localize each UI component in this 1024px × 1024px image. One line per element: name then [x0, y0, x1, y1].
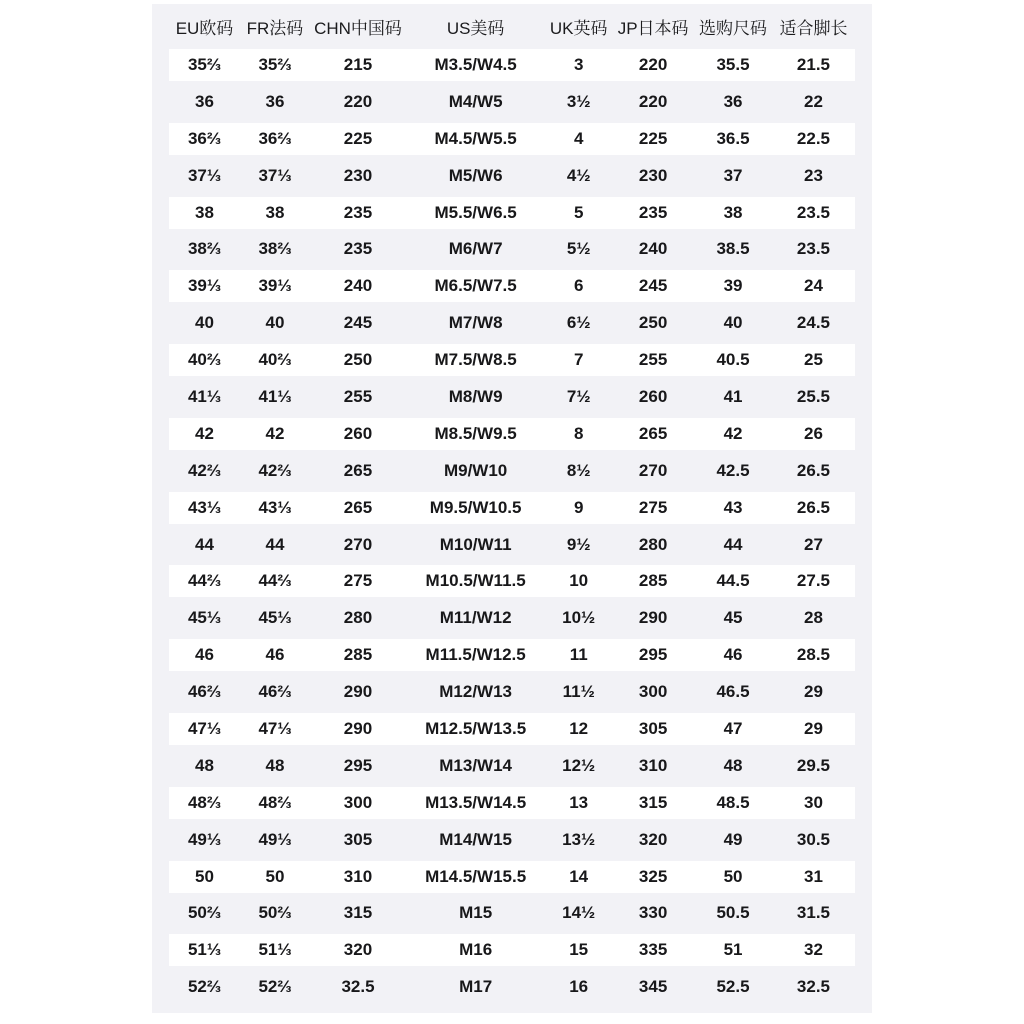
column-header-chn: CHN中国码 [314, 19, 402, 38]
table-row [169, 197, 855, 229]
cell-jp: 285 [638, 571, 668, 591]
cell-foot-length: 23.5 [796, 202, 830, 222]
cell-chn: 290 [343, 682, 373, 702]
cell-chn: 315 [343, 903, 373, 923]
cell-fr: 39⅓ [258, 276, 292, 296]
cell-fr: 46⅔ [258, 682, 292, 702]
cell-uk: 6½ [566, 313, 591, 333]
cell-uk: 5½ [566, 239, 591, 259]
cell-uk: 7½ [566, 387, 591, 407]
cell-eu: 41⅓ [187, 387, 222, 407]
cell-us: M16 [459, 940, 493, 960]
cell-uk: 12½ [562, 755, 596, 775]
cell-us: M4.5/W5.5 [434, 128, 517, 148]
table-row [169, 344, 855, 376]
cell-eu: 42 [195, 423, 214, 443]
cell-jp: 290 [638, 608, 668, 628]
cell-foot-length: 25 [803, 350, 823, 370]
cell-chn: 260 [343, 423, 373, 443]
cell-eu: 38⅔ [187, 239, 222, 259]
cell-chn: 265 [343, 460, 373, 480]
cell-us: M10.5/W11.5 [425, 571, 526, 591]
cell-us: M4/W5 [448, 91, 503, 111]
cell-fr: 50⅔ [258, 903, 292, 923]
table-row [169, 897, 855, 929]
cell-jp: 305 [638, 719, 668, 739]
table-row [169, 750, 855, 782]
cell-us: M10/W11 [439, 534, 512, 554]
cell-eu: 46 [195, 645, 214, 665]
table-row [169, 270, 855, 302]
cell-chn: 275 [343, 571, 373, 591]
cell-fr: 42⅔ [258, 460, 292, 480]
cell-chn: 320 [343, 940, 373, 960]
cell-uk: 3½ [566, 91, 591, 111]
cell-select-size: 44 [723, 534, 743, 554]
cell-chn: 235 [343, 239, 373, 259]
table-row [169, 418, 855, 450]
cell-eu: 48 [195, 755, 214, 775]
cell-select-size: 51 [723, 940, 743, 960]
cell-select-size: 50 [723, 866, 743, 886]
cell-us: M6.5/W7.5 [434, 276, 517, 296]
cell-uk: 13 [569, 792, 589, 812]
cell-select-size: 36 [723, 91, 743, 111]
cell-chn: 255 [343, 387, 373, 407]
cell-jp: 310 [638, 755, 668, 775]
cell-select-size: 42.5 [716, 460, 750, 480]
cell-us: M14/W15 [439, 829, 512, 849]
cell-fr: 49⅓ [258, 829, 292, 849]
cell-uk: 10 [569, 571, 589, 591]
cell-us: M9.5/W10.5 [429, 497, 522, 517]
table-row [169, 565, 855, 597]
cell-chn: 265 [343, 497, 373, 517]
cell-select-size: 44.5 [716, 571, 750, 591]
cell-jp: 220 [638, 91, 668, 111]
cell-eu: 51⅓ [187, 940, 222, 960]
cell-foot-length: 24 [803, 276, 823, 296]
cell-select-size: 38.5 [716, 239, 750, 259]
cell-foot-length: 30 [803, 792, 823, 812]
cell-foot-length: 22 [803, 91, 823, 111]
cell-jp: 295 [638, 645, 668, 665]
cell-jp: 260 [638, 387, 668, 407]
table-row [169, 934, 855, 966]
cell-eu: 40 [195, 313, 214, 333]
cell-foot-length: 27.5 [796, 571, 830, 591]
cell-jp: 235 [638, 202, 668, 222]
cell-jp: 315 [638, 792, 668, 812]
cell-jp: 320 [638, 829, 668, 849]
cell-fr: 40⅔ [258, 350, 292, 370]
cell-chn: 230 [343, 165, 373, 185]
cell-eu: 52⅔ [187, 977, 222, 997]
cell-fr: 48 [265, 755, 285, 775]
cell-select-size: 43 [723, 497, 743, 517]
cell-uk: 6 [573, 276, 584, 296]
column-header-jp: JP日本码 [617, 19, 689, 38]
cell-select-size: 50.5 [716, 903, 750, 923]
column-header-fr: FR法码 [246, 19, 304, 38]
cell-fr: 40 [265, 313, 285, 333]
cell-uk: 13½ [562, 829, 596, 849]
cell-foot-length: 28.5 [796, 645, 830, 665]
cell-jp: 250 [638, 313, 668, 333]
cell-us: M17 [459, 977, 493, 997]
cell-fr: 50 [265, 866, 285, 886]
cell-eu: 36⅔ [187, 128, 222, 148]
cell-chn: 245 [343, 313, 373, 333]
cell-us: M5.5/W6.5 [434, 202, 517, 222]
cell-us: M3.5/W4.5 [434, 55, 517, 74]
cell-eu: 50⅔ [187, 903, 222, 923]
cell-uk: 3 [573, 55, 584, 74]
cell-chn: 220 [343, 91, 373, 111]
column-header-foot-length: 适合脚长 [779, 19, 848, 38]
cell-eu: 48⅔ [187, 792, 222, 812]
cell-jp: 345 [638, 977, 668, 997]
cell-foot-length: 23 [803, 165, 823, 185]
cell-us: M5/W6 [448, 165, 503, 185]
cell-foot-length: 31.5 [796, 903, 830, 923]
cell-us: M13.5/W14.5 [425, 792, 527, 812]
cell-chn: 32.5 [341, 977, 375, 997]
table-row [169, 455, 855, 487]
cell-uk: 4½ [566, 165, 591, 185]
cell-fr: 48⅔ [258, 792, 292, 812]
cell-eu: 47⅓ [187, 719, 222, 739]
cell-uk: 14½ [562, 903, 596, 923]
cell-chn: 280 [343, 608, 373, 628]
cell-eu: 44⅔ [187, 571, 222, 591]
cell-foot-length: 21.5 [796, 55, 830, 74]
cell-eu: 46⅔ [187, 682, 222, 702]
cell-chn: 290 [343, 719, 373, 739]
cell-foot-length: 22.5 [796, 128, 830, 148]
cell-fr: 35⅔ [258, 55, 292, 74]
cell-us: M6/W7 [448, 239, 503, 259]
cell-foot-length: 32.5 [796, 977, 830, 997]
table-row [169, 49, 855, 81]
cell-select-size: 46.5 [716, 682, 750, 702]
cell-select-size: 47 [723, 719, 743, 739]
column-header-select-size: 选购尺码 [699, 19, 768, 38]
cell-select-size: 40.5 [716, 350, 750, 370]
cell-select-size: 41 [723, 387, 743, 407]
cell-fr: 42 [265, 423, 285, 443]
cell-uk: 11½ [562, 682, 595, 702]
table-row [169, 492, 855, 524]
cell-fr: 38 [265, 202, 285, 222]
cell-eu: 43⅓ [187, 497, 222, 517]
cell-us: M9/W10 [443, 460, 508, 480]
cell-fr: 41⅓ [258, 387, 292, 407]
cell-eu: 44 [195, 534, 214, 554]
cell-uk: 8½ [566, 460, 591, 480]
cell-select-size: 48.5 [716, 792, 750, 812]
cell-fr: 47⅓ [258, 719, 292, 739]
cell-foot-length: 31 [803, 866, 823, 886]
cell-jp: 245 [638, 276, 668, 296]
cell-select-size: 52.5 [716, 977, 750, 997]
table-row [169, 861, 855, 893]
cell-fr: 52⅔ [258, 977, 292, 997]
cell-select-size: 49 [723, 829, 743, 849]
cell-select-size: 38 [723, 202, 743, 222]
cell-select-size: 36.5 [716, 128, 750, 148]
cell-eu: 38 [195, 202, 214, 222]
table-row [169, 602, 855, 634]
cell-us: M11/W12 [439, 608, 512, 628]
cell-eu: 49⅓ [187, 829, 222, 849]
cell-chn: 240 [343, 276, 373, 296]
cell-eu: 42⅔ [187, 460, 222, 480]
cell-jp: 300 [638, 682, 668, 702]
table-row [169, 381, 855, 413]
cell-jp: 270 [638, 460, 668, 480]
cell-eu: 50 [195, 866, 214, 886]
cell-uk: 11 [569, 645, 588, 665]
cell-eu: 40⅔ [187, 350, 222, 370]
cell-chn: 295 [343, 755, 373, 775]
cell-chn: 235 [343, 202, 373, 222]
table-row [169, 787, 855, 819]
cell-us: M8.5/W9.5 [434, 423, 517, 443]
cell-us: M15 [459, 903, 493, 923]
cell-fr: 37⅓ [258, 165, 292, 185]
table-body [169, 49, 855, 1003]
cell-select-size: 48 [723, 755, 743, 775]
cell-uk: 8 [573, 423, 584, 443]
cell-uk: 9 [573, 497, 584, 517]
cell-foot-length: 26.5 [796, 497, 830, 517]
cell-eu: 39⅓ [187, 276, 222, 296]
cell-foot-length: 29.5 [796, 755, 830, 775]
cell-us: M14.5/W15.5 [425, 866, 527, 886]
cell-jp: 240 [638, 239, 668, 259]
cell-fr: 36⅔ [258, 128, 292, 148]
table-row [169, 824, 855, 856]
table-row [169, 123, 855, 155]
cell-uk: 10½ [562, 608, 596, 628]
cell-jp: 230 [638, 165, 668, 185]
cell-eu: 36 [195, 91, 214, 111]
cell-uk: 7 [573, 350, 584, 370]
cell-uk: 12 [569, 719, 589, 739]
table-row [169, 160, 855, 192]
cell-select-size: 39 [723, 276, 743, 296]
cell-us: M13/W14 [439, 755, 512, 775]
cell-select-size: 35.5 [716, 55, 750, 74]
cell-jp: 265 [638, 423, 668, 443]
cell-uk: 16 [569, 977, 589, 997]
table-row [169, 676, 855, 708]
cell-fr: 46 [265, 645, 285, 665]
cell-foot-length: 32 [803, 940, 823, 960]
cell-fr: 38⅔ [258, 239, 292, 259]
cell-foot-length: 24.5 [796, 313, 830, 333]
cell-uk: 14 [569, 866, 589, 886]
table-row [169, 307, 855, 339]
column-header-us: US美码 [446, 19, 505, 38]
cell-us: M11.5/W12.5 [425, 645, 526, 665]
cell-select-size: 46 [723, 645, 743, 665]
cell-foot-length: 28 [803, 608, 823, 628]
table-row [169, 971, 855, 1003]
cell-us: M7.5/W8.5 [434, 350, 517, 370]
cell-select-size: 40 [723, 313, 743, 333]
cell-fr: 44⅔ [258, 571, 292, 591]
cell-foot-length: 27 [803, 534, 823, 554]
cell-chn: 250 [343, 350, 373, 370]
cell-foot-length: 26.5 [796, 460, 830, 480]
cell-uk: 9½ [566, 534, 591, 554]
cell-select-size: 45 [723, 608, 743, 628]
cell-uk: 5 [573, 202, 584, 222]
cell-jp: 330 [638, 903, 668, 923]
cell-us: M8/W9 [448, 387, 503, 407]
cell-select-size: 42 [723, 423, 743, 443]
table-row [169, 233, 855, 265]
cell-eu: 37⅓ [187, 165, 222, 185]
cell-chn: 300 [343, 792, 373, 812]
cell-jp: 325 [638, 866, 668, 886]
cell-fr: 45⅓ [258, 608, 292, 628]
cell-uk: 4 [573, 128, 584, 148]
cell-chn: 305 [343, 829, 373, 849]
cell-eu: 45⅓ [187, 608, 222, 628]
cell-chn: 215 [343, 55, 373, 74]
table-row [169, 639, 855, 671]
cell-foot-length: 26 [803, 423, 823, 443]
cell-chn: 225 [343, 128, 373, 148]
cell-chn: 310 [343, 866, 373, 886]
cell-foot-length: 29 [803, 719, 823, 739]
cell-fr: 36 [265, 91, 285, 111]
cell-jp: 255 [638, 350, 668, 370]
cell-chn: 270 [343, 534, 373, 554]
cell-fr: 43⅓ [258, 497, 292, 517]
cell-select-size: 37 [723, 165, 743, 185]
column-header-uk: UK英码 [549, 19, 608, 38]
cell-foot-length: 30.5 [796, 829, 830, 849]
cell-fr: 51⅓ [258, 940, 292, 960]
cell-jp: 220 [638, 55, 668, 74]
cell-foot-length: 25.5 [796, 387, 830, 407]
table-row [169, 529, 855, 561]
cell-fr: 44 [265, 534, 285, 554]
cell-us: M12.5/W13.5 [425, 719, 527, 739]
cell-foot-length: 29 [803, 682, 823, 702]
cell-jp: 275 [638, 497, 668, 517]
cell-jp: 225 [638, 128, 668, 148]
cell-us: M7/W8 [448, 313, 503, 333]
column-header-eu: EU欧码 [175, 19, 234, 38]
cell-foot-length: 23.5 [796, 239, 830, 259]
table-header-row [169, 4, 855, 49]
cell-jp: 335 [638, 940, 668, 960]
cell-chn: 285 [343, 645, 373, 665]
cell-jp: 280 [638, 534, 668, 554]
cell-uk: 15 [569, 940, 589, 960]
table-row [169, 86, 855, 118]
cell-eu: 35⅔ [187, 55, 222, 74]
size-chart-panel [152, 4, 872, 1013]
cell-us: M12/W13 [439, 682, 512, 702]
table-row [169, 713, 855, 745]
